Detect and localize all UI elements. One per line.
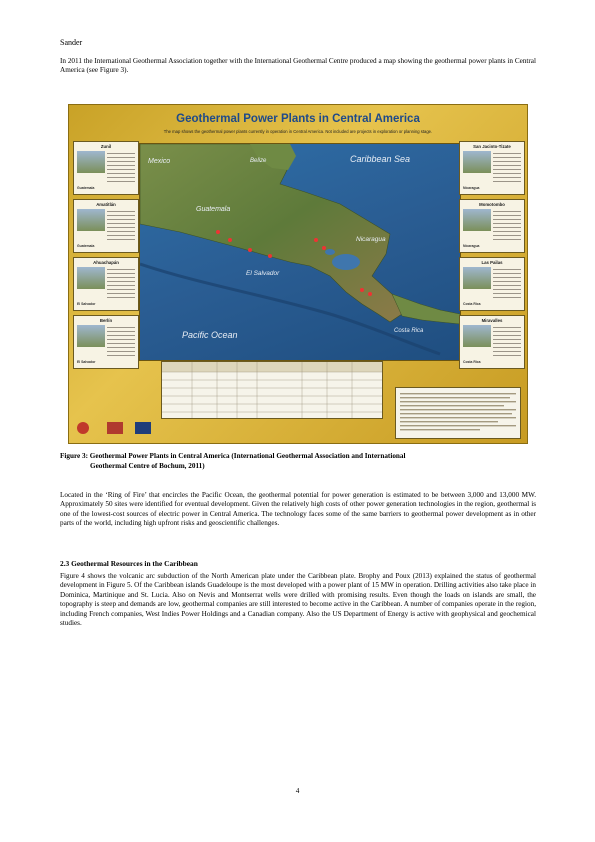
plant-photo: [77, 209, 105, 231]
section-heading: 2.3 Geothermal Resources in the Caribbean: [60, 559, 198, 568]
plant-panel-title: Momotombo: [479, 202, 505, 207]
plant-marker: [228, 238, 232, 242]
label-costa-rica: Costa Rica: [394, 328, 424, 334]
plant-panel-title: Berlín: [99, 318, 113, 323]
igc-logo-icon: [107, 422, 123, 434]
plant-photo: [463, 325, 491, 347]
figure-caption-line1: Figure 3: Geothermal Power Plants in Central America (International Geothermal Association and International: [60, 452, 406, 460]
map-subtitle: The map shows the geothermal power plants currently in operation in Central America. Not included are projects in exploration or planning stage.: [163, 129, 433, 134]
figure-caption-line2: Geothermal Centre of Bochum, 2011): [90, 462, 205, 470]
plant-marker: [368, 292, 372, 296]
plant-panel: [459, 315, 525, 369]
plant-panel: [459, 199, 525, 253]
label-caribbean-sea: Caribbean Sea: [350, 154, 411, 164]
plant-panel-title: Zunil: [100, 144, 112, 149]
plant-panel: [73, 257, 139, 311]
label-pacific-ocean: Pacific Ocean: [182, 330, 238, 340]
label-guatemala: Guatemala: [196, 206, 231, 213]
geothermal-map-poster: [68, 104, 528, 444]
plant-panel: [73, 315, 139, 369]
plant-panel-country: Nicaragua: [463, 186, 480, 190]
intro-paragraph: In 2011 the International Geothermal Association together with the International Geothermal Centre produced a map showing the geothermal power plants in Central America (see Figure 3).: [60, 57, 536, 75]
ring-of-fire-paragraph: Located in the ‘Ring of Fire’ that encircles the Pacific Ocean, the geothermal potential for power generation is estimated to be between 3,000 and 13,000 MW. Approximately 50 sites were identified for eventual development. Given the relatively high costs of other power generation technologies in the region, geothermal is one of the lowest-cost sources of electric power in Central America. The technology faces some of the same barriers to geothermal power development as in other parts of the world, including high upfront risks and geoscientific challenges.: [60, 491, 536, 528]
central-america-land: [140, 144, 402, 322]
plant-panel: [73, 199, 139, 253]
legend-text-lines: [396, 388, 520, 438]
plant-panel-title: Miravalles: [481, 318, 503, 323]
label-mexico: Mexico: [148, 158, 171, 165]
lake-nicaragua: [332, 254, 360, 270]
plant-panel-country: Guatemala: [77, 186, 95, 190]
plant-panel-country: El Salvador: [77, 302, 96, 306]
plant-photo: [463, 267, 491, 289]
plant-panel-country: Guatemala: [77, 244, 95, 248]
label-belize: Belize: [250, 158, 267, 164]
plant-photo: [463, 151, 491, 173]
plant-panel-country: Costa Rica: [463, 360, 481, 364]
plant-panel-country: Nicaragua: [463, 244, 480, 248]
label-el-salvador: El Salvador: [246, 270, 280, 277]
table-grid: [162, 362, 382, 418]
panama-land: [392, 294, 460, 324]
map-legend-notes: [395, 387, 521, 439]
lake-managua: [325, 249, 335, 255]
plant-marker: [360, 288, 364, 292]
figure-3: [60, 104, 536, 447]
organization-logos: [77, 419, 177, 437]
plant-marker: [216, 230, 220, 234]
plant-panel: [459, 257, 525, 311]
plant-photo: [77, 325, 105, 347]
plant-panel-title: Ahuachapán: [93, 260, 119, 265]
figure-caption: [60, 451, 536, 471]
iga-logo-icon: [77, 422, 89, 434]
page-number: 4: [295, 787, 300, 795]
plant-marker: [314, 238, 318, 242]
plant-photo: [77, 151, 105, 173]
bochum-logo-icon: [135, 422, 151, 434]
plant-panel-country: Costa Rica: [463, 302, 481, 306]
plant-panel-title: Amatitlán: [96, 202, 116, 207]
map-summary-table: [161, 361, 383, 419]
plant-panel-country: El Salvador: [77, 360, 96, 364]
plant-photo: [77, 267, 105, 289]
plant-photo: [463, 209, 491, 231]
plant-panel-title: San Jacinto-Tizate: [473, 144, 511, 149]
plant-panel: [459, 141, 525, 195]
plant-marker: [322, 246, 326, 250]
plant-marker: [248, 248, 252, 252]
caribbean-paragraph: Figure 4 shows the volcanic arc subduction of the North American plate under the Caribbean plate. Brophy and Poux (2013) explained the status of geothermal development in Figure 5. Of the Caribbean islands Guadeloupe is the most developed with a power plant of 15 MW in operation. Drilling activities also take place in Dominica, Martinique and St. Lucia. Also on Nevis and Montserrat wells were drilled with promising results. Even though the loads on islands are small, the topography is steep and demands are low, geothermal companies are still interested to become active in the Caribbean. A number of companies operate in the region, including French companies, West Indies Power Holdings and a Canadian company. Also the US Department of Energy is active with geophysical and geochemical studies.: [60, 572, 536, 628]
plant-panel: [73, 141, 139, 195]
map-title: Geothermal Power Plants in Central America: [176, 113, 420, 125]
plant-panel-title: Las Pailas: [481, 260, 503, 265]
plant-marker: [268, 254, 272, 258]
running-header-author: Sander: [60, 38, 83, 47]
map-sea-area: [139, 143, 461, 361]
label-nicaragua: Nicaragua: [356, 236, 386, 243]
